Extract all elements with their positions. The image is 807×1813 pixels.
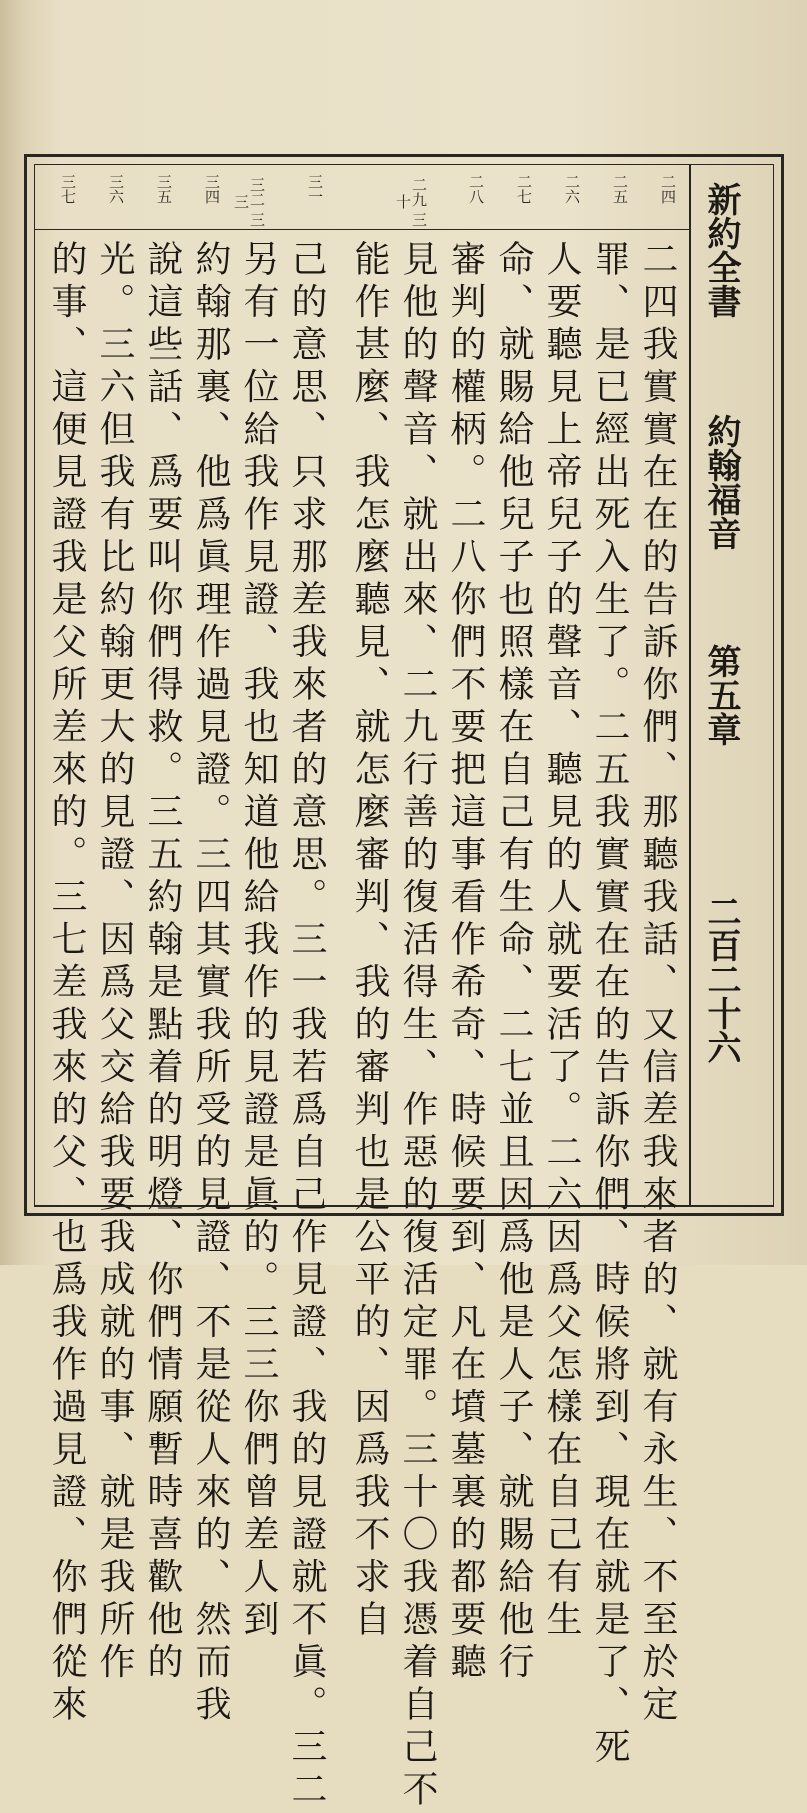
page-number: 二百二十六 <box>701 894 741 1064</box>
gospel-title: 約翰福音 <box>701 414 741 550</box>
text-column: 說這些話、爲要叫你們得救。三五約翰是點着的明燈、你們情願暫時喜歡他的 <box>142 240 183 1685</box>
text-column: 命、就賜給他兒子也照樣在自己有生命、二七並且因爲他是人子、就賜給他行 <box>493 240 534 1685</box>
verse-index: 二九 三十 <box>394 176 428 227</box>
text-column: 己的意思、只求那差我來者的意思。三一我若爲自己作見證、我的見證就不眞。三二 <box>286 240 327 1813</box>
verse-index: 二五 <box>611 174 629 204</box>
verse-index: 三一 <box>306 174 324 204</box>
verse-index: 二六 <box>563 174 581 204</box>
text-column: 能作甚麼、我怎麼聽見、就怎麼審判、我的審判也是公平的、因爲我不求自 <box>349 240 390 1643</box>
verse-index: 三六 <box>107 174 125 204</box>
text-column: 二四我實實在在的告訴你們、那聽我話、又信差我來者的、就有永生、不至於定 <box>637 240 678 1728</box>
text-column: 審判的權柄。二八你們不要把這事看作希奇、時候要到、凡在墳墓裏的都要聽 <box>445 240 486 1685</box>
text-column: 另有一位給我作見證、我也知道他給我作的見證是眞的。三三你們曾差人到 <box>238 240 279 1643</box>
verse-index: 二四 <box>659 174 677 204</box>
book-title: 新約全書 <box>701 182 741 318</box>
text-column: 見他的聲音、就出來、二九行善的復活得生、作惡的復活定罪。三十〇我憑着自己不 <box>397 240 438 1813</box>
text-column: 人要聽見上帝兒子的聲音、聽見的人就要活了。二六因爲父怎樣在自己有生 <box>541 240 582 1643</box>
text-column: 的事、這便見證我是父所差來的。三七差我來的父、也爲我作過見證、你們從來 <box>46 240 87 1728</box>
verse-index: 三五 <box>155 174 173 204</box>
verse-index: 二八 <box>467 174 485 204</box>
verse-index: 二七 <box>515 174 533 204</box>
text-column: 光。三六但我有比約翰更大的見證、因爲父交給我要我成就的事、就是我所作 <box>94 240 135 1685</box>
running-header <box>689 164 774 1206</box>
text-column: 罪、是已經出死入生了。二五我實實在在的告訴你們、時候將到、現在就是了、死 <box>589 240 630 1770</box>
bottom-rule <box>34 1206 774 1207</box>
chapter-label: 第五章 <box>701 644 741 746</box>
verse-index: 三七 <box>59 174 77 204</box>
verse-index: 三四 <box>203 174 221 204</box>
verse-index-row <box>34 164 689 230</box>
text-column: 約翰那裏、他爲眞理作過見證。三四其實我所受的見證、不是從人來的、然而我 <box>190 240 231 1728</box>
verse-index: 三二 三三 <box>232 176 266 227</box>
